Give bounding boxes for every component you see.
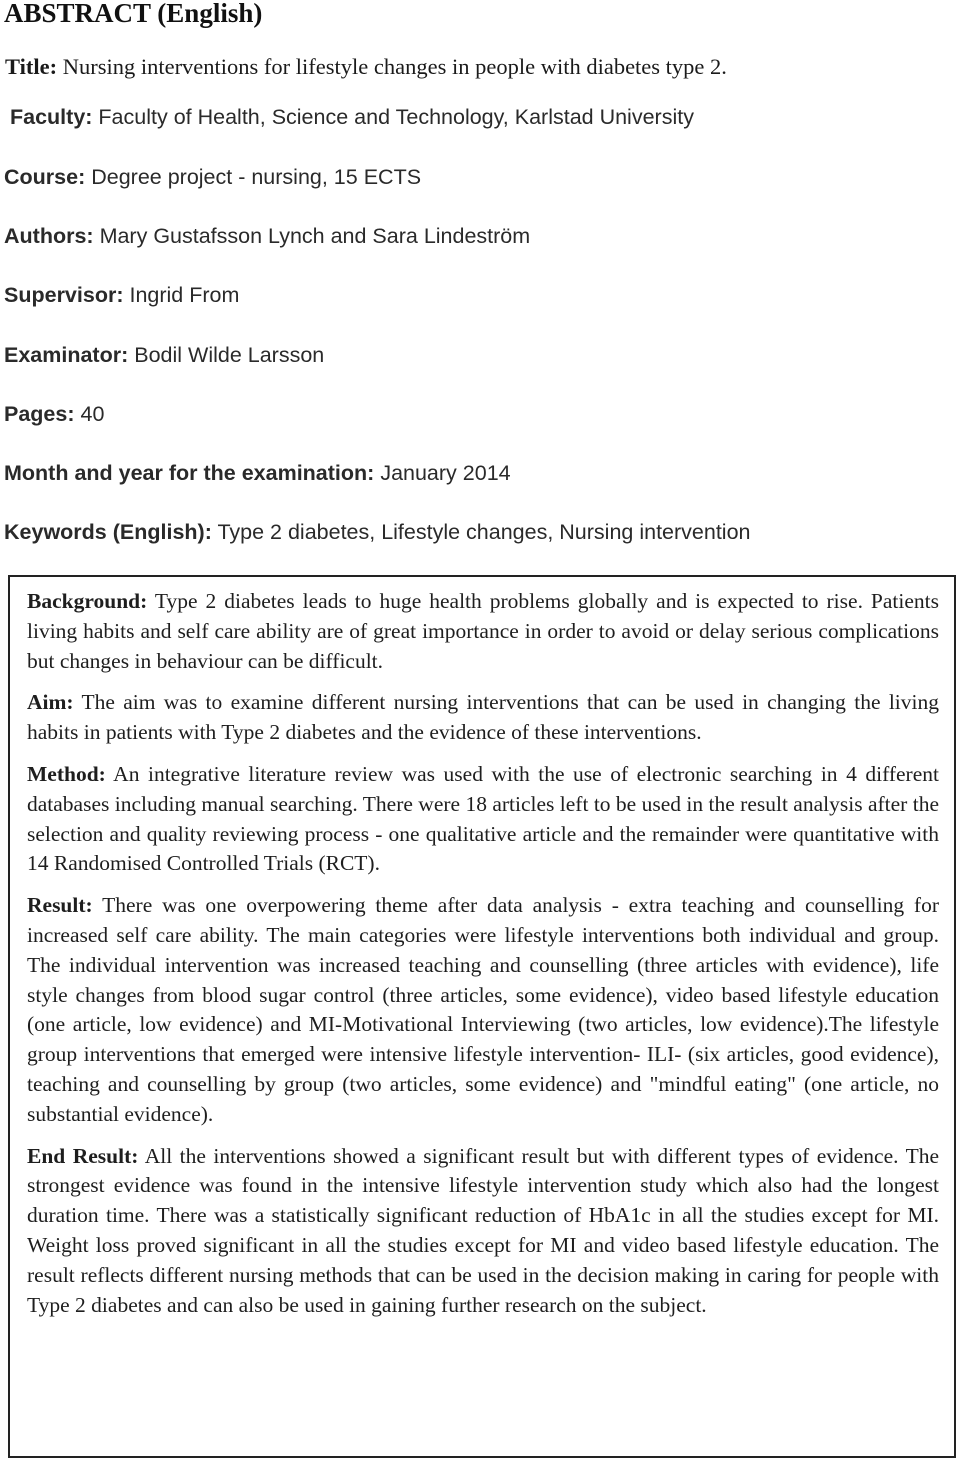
- meta-supervisor-row: [4, 280, 239, 310]
- background-paragraph: [27, 587, 939, 676]
- result-paragraph: [27, 891, 939, 1129]
- end-result-paragraph: [27, 1142, 939, 1321]
- meta-examinator-row: [4, 340, 324, 370]
- meta-authors-value: Mary Gustafsson Lynch and Sara Lindeström: [99, 224, 531, 248]
- meta-title-value: Nursing interventions for lifestyle changes in people with diabetes type 2.: [62, 54, 727, 79]
- abstract-box: [8, 575, 956, 1458]
- meta-title-label: Title:: [5, 54, 58, 79]
- method-label: Method:: [27, 761, 106, 786]
- meta-supervisor-label: Supervisor:: [4, 283, 124, 307]
- aim-paragraph: [27, 688, 939, 748]
- meta-authors-row: [4, 221, 530, 251]
- background-text: Type 2 diabetes leads to huge health problems globally and is expected to rise. Patients living habits and self care ability are of great importance in order to avoid or delay serious complications but changes in behaviour can be difficult.: [27, 589, 939, 673]
- meta-examinator-label: Examinator:: [4, 343, 129, 367]
- meta-faculty-value: Faculty of Health, Science and Technology, Karlstad University: [98, 105, 694, 129]
- meta-course-value: Degree project - nursing, 15 ECTS: [91, 165, 422, 189]
- meta-supervisor-value: Ingrid From: [129, 283, 240, 307]
- method-paragraph: [27, 760, 939, 879]
- meta-keywords-row: [4, 517, 751, 547]
- meta-pages-value: 40: [80, 402, 105, 426]
- meta-title-row: [5, 52, 727, 82]
- meta-pages-row: [4, 399, 104, 429]
- meta-exam-date-row: [4, 458, 511, 488]
- meta-course-row: [4, 162, 421, 192]
- meta-pages-label: Pages:: [4, 402, 75, 426]
- page-title: ABSTRACT (English): [4, 0, 263, 28]
- meta-faculty-label: Faculty:: [10, 105, 93, 129]
- meta-exam-date-label: Month and year for the examination:: [4, 461, 375, 485]
- result-label: Result:: [27, 893, 93, 918]
- end-result-text: All the interventions showed a significant result but with different types of evidence. The strongest evidence was found in the intensive lifestyle intervention study which also had the longest duration time. There was a statistically significant reduction of HbA1c in all the studies except for MI. Weight loss proved significant in all the studies except for MI and video based lifestyle education. The result reflects different nursing methods that can be used in the decision making in caring for people with Type 2 diabetes and can also be used in gaining further research on the subject.: [27, 1143, 939, 1317]
- background-label: Background:: [27, 589, 148, 613]
- meta-keywords-label: Keywords (English):: [4, 520, 212, 544]
- meta-faculty-row: [10, 102, 694, 132]
- aim-text: The aim was to examine different nursing interventions that can be used in changing the living habits in patients with Type 2 diabetes and the evidence of these interventions.: [27, 690, 939, 745]
- result-text: There was one overpowering theme after data analysis - extra teaching and counselling for increased self care ability. The main categories were lifestyle interventions both individual and group. The individual intervention was increased teaching and counselling (three articles with evidence), life style changes from blood sugar control (three articles, some evidence), video based lifestyle education (one article, low evidence) and MI-Motivational Interviewing (two articles, low evidence).The lifestyle group interventions that emerged were intensive lifestyle intervention- ILI- (six articles, good evidence), teaching and counselling by group (two articles, some evidence) and "mindful eating" (one article, no substantial evidence).: [27, 893, 939, 1126]
- meta-exam-date-value: January 2014: [380, 461, 511, 485]
- aim-label: Aim:: [27, 690, 74, 715]
- end-result-label: End Result:: [27, 1143, 139, 1168]
- method-text: An integrative literature review was used with the use of electronic searching in 4 different databases including manual searching. There were 18 articles left to be used in the result analysis after the selection and quality reviewing process - one qualitative article and the remainder were quantitative with 14 Randomised Controlled Trials (RCT).: [27, 761, 939, 876]
- meta-course-label: Course:: [4, 165, 86, 189]
- meta-examinator-value: Bodil Wilde Larsson: [134, 343, 325, 367]
- meta-keywords-value: Type 2 diabetes, Lifestyle changes, Nursing intervention: [217, 520, 751, 544]
- meta-authors-label: Authors:: [4, 224, 94, 248]
